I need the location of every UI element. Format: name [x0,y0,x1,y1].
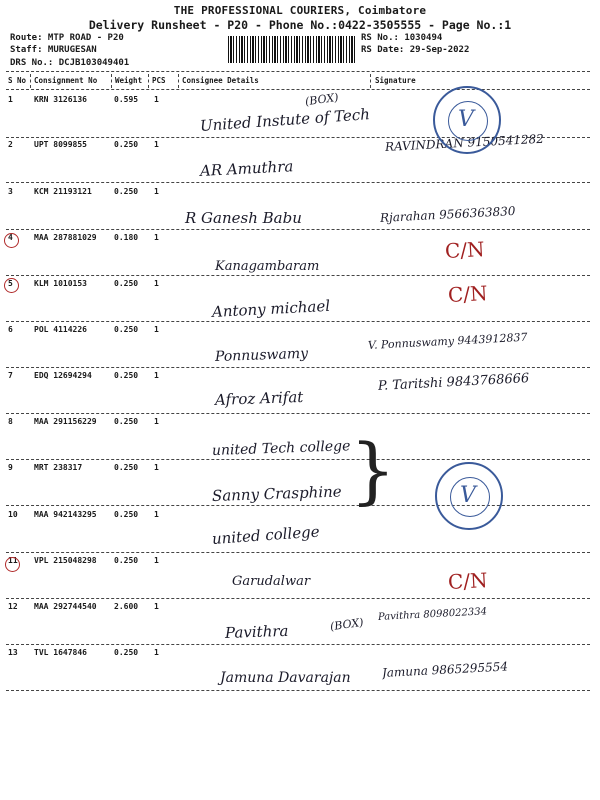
row-pcs: 1 [154,648,159,657]
sno-circle-mark [4,278,19,293]
row-weight: 0.250 [114,371,139,380]
row-pcs: 1 [154,463,159,472]
row-pcs: 1 [154,233,159,242]
row-pcs: 1 [154,140,159,149]
row-pcs: 1 [154,602,159,611]
row-weight: 0.250 [114,556,139,565]
row-divider [6,229,590,230]
row-signature-handwriting: C/N [447,280,489,307]
row-sno: 10 [8,510,18,519]
row-weight: 2.600 [114,602,139,611]
row-weight: 0.595 [114,95,139,104]
rs-date: RS Date: 29-Sep-2022 [361,45,470,55]
row-weight: 0.250 [114,325,139,334]
col-pcs: PCS [152,76,166,85]
row-divider [6,598,590,599]
row-signature-handwriting: C/N [444,236,486,263]
row-sno: 12 [8,602,18,611]
row-consignee-handwriting: Sanny Crasphine [211,482,342,505]
row-divider [6,275,590,276]
row-consignment-no: MAA 292744540 [34,602,97,611]
row-sno: 6 [8,325,13,334]
row-consignment-no: TVL 1647846 [34,648,87,657]
row-sno: 8 [8,417,13,426]
col-divider [178,74,179,88]
row-sno: 9 [8,463,13,472]
row-consignee-handwriting: Ponnuswamy [214,345,309,365]
row-sno: 3 [8,187,13,196]
col-weight: Weight [115,76,143,85]
row-note-handwriting: (BOX) [304,90,340,109]
row-divider [6,644,590,645]
row-pcs: 1 [154,371,159,380]
row-weight: 0.250 [114,648,139,657]
row-sno: 13 [8,648,18,657]
row-consignment-no: MAA 942143295 [34,510,97,519]
row-sno: 5 [8,279,13,288]
row-signature-handwriting: Rjarahan 9566363830 [379,203,516,225]
row-divider [6,459,590,460]
route-label: Route: MTP ROAD - P20 [10,33,124,43]
row-pcs: 1 [154,95,159,104]
barcode [228,36,356,63]
row-weight: 0.250 [114,510,139,519]
row-consignment-no: MRT 238317 [34,463,83,472]
row-consignee-handwriting: United Instute of Tech [199,105,371,135]
row-consignee-handwriting: Antony michael [211,296,331,321]
row-pcs: 1 [154,417,159,426]
header-divider-bottom [6,89,590,90]
row-divider [6,182,590,183]
row-signature-handwriting: Jamuna 9865295554 [381,659,509,680]
row-consignee-handwriting: R Ganesh Babu [185,209,302,227]
row-weight: 0.250 [114,279,139,288]
row-signature-handwriting: V. Ponnuswamy 9443912837 [367,330,528,352]
company-name: THE PROFESSIONAL COURIERS, Coimbatore [173,4,427,17]
row-consignee-handwriting: Garudalwar [232,574,311,589]
row-sno: 7 [8,371,13,380]
row-signature-handwriting: C/N [447,567,489,594]
row-divider [6,690,590,691]
col-signature: Signature [375,76,416,85]
row-weight: 0.250 [114,463,139,472]
row-weight: 0.180 [114,233,139,242]
row-sno: 4 [8,233,13,242]
col-sno: S No [8,76,27,85]
row-consignment-no: MAA 291156229 [34,417,97,426]
row-signature-handwriting: P. Taritshi 9843768666 [377,371,530,394]
drs-label: DRS No.: DCJB103049401 [10,58,130,68]
col-consignment: Consignment No [34,76,98,85]
row-consignment-no: UPT 8099855 [34,140,87,149]
institute-seal: V [435,462,503,530]
row-divider [6,321,590,322]
row-pcs: 1 [154,325,159,334]
row-consignee-handwriting: Jamuna Davarajan [220,670,351,686]
row-divider [6,367,590,368]
row-pcs: 1 [154,510,159,519]
row-pcs: 1 [154,556,159,565]
col-divider [111,74,112,88]
row-consignee-handwriting: united Tech college [211,438,351,459]
sno-circle-mark [5,557,20,572]
institute-seal: V [433,86,501,154]
row-consignment-no: POL 4114226 [34,325,87,334]
col-divider [370,74,371,88]
row-divider [6,505,590,506]
row-consignment-no: KLM 1010153 [34,279,87,288]
row-signature-handwriting: Pavithra 8098022334 [377,606,488,623]
col-consignee: Consignee Details [182,76,259,85]
handwritten-brace: } [350,428,396,512]
row-consignee-handwriting: Kanagambaram [215,259,320,274]
row-consignee-handwriting: Afroz Arifat [214,387,304,409]
col-divider [30,74,31,88]
row-consignee-handwriting: united college [211,522,321,548]
row-consignment-no: VPL 215048298 [34,556,97,565]
row-weight: 0.250 [114,140,139,149]
row-sno: 2 [8,140,13,149]
row-consignment-no: EDQ 12694294 [34,371,92,380]
runsheet-title: Delivery Runsheet - P20 - Phone No.:0422-3505555 - Page No.:1 [88,18,512,32]
row-note-handwriting: (BOX) [329,615,365,634]
row-consignment-no: MAA 287881029 [34,233,97,242]
row-weight: 0.250 [114,417,139,426]
rs-number: RS No.: 1030494 [361,33,443,43]
row-divider [6,552,590,553]
row-sno: 1 [8,95,13,104]
col-divider [148,74,149,88]
staff-label: Staff: MURUGESAN [10,45,97,55]
row-consignment-no: KCM 21193121 [34,187,92,196]
sno-circle-mark [4,233,19,248]
row-consignee-handwriting: Pavithra [224,621,289,642]
row-sno: 11 [8,556,18,565]
row-divider [6,413,590,414]
header-divider-top [6,71,590,72]
row-consignment-no: KRN 3126136 [34,95,87,104]
row-weight: 0.250 [114,187,139,196]
row-consignee-handwriting: AR Amuthra [199,157,294,180]
row-pcs: 1 [154,279,159,288]
row-pcs: 1 [154,187,159,196]
row-signature-handwriting: RAVINDRAN 9150541282 [384,131,545,154]
